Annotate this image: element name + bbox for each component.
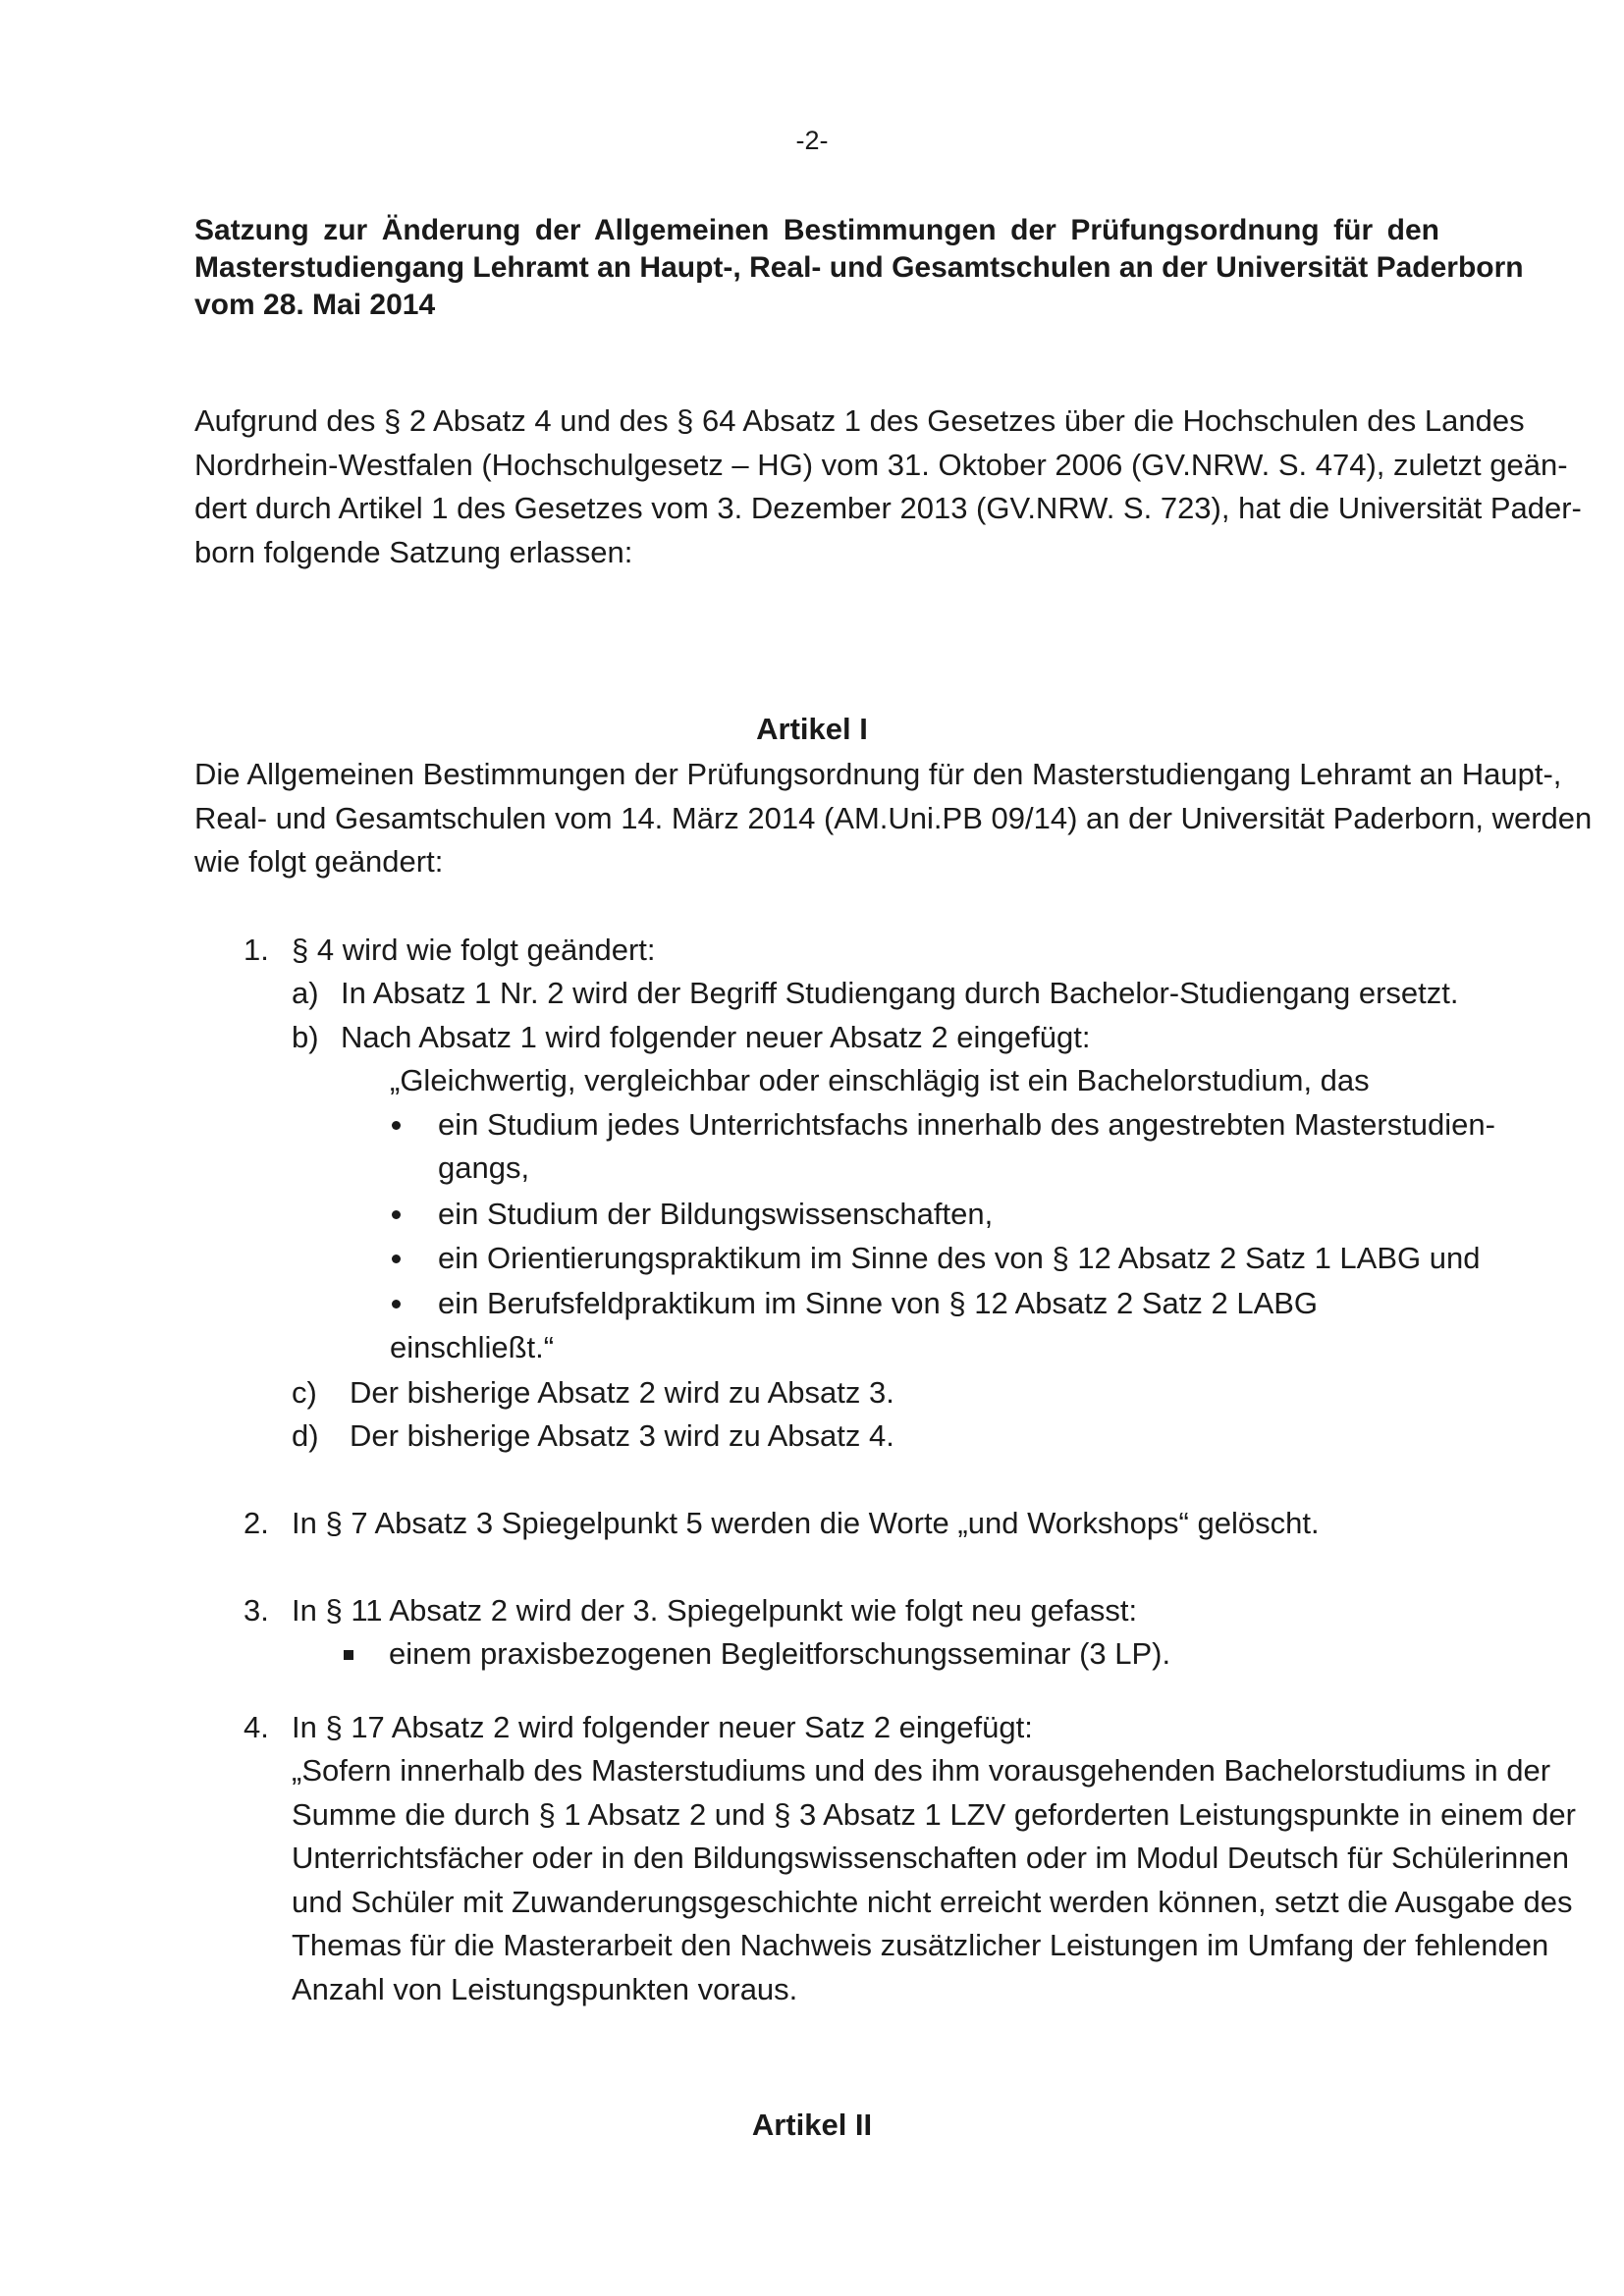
item-4-line: Unterrichtsfächer oder in den Bildungswissenschaften oder im Modul Deutsch für Schülerinnen <box>292 1841 1569 1875</box>
intro-line: Nordrhein-Westfalen (Hochschulgesetz – HG) vom 31. Oktober 2006 (GV.NRW. S. 474), zuletzt geän- <box>194 447 1568 482</box>
item-1b-label: b) <box>292 1020 319 1054</box>
square-bullet <box>344 1650 353 1660</box>
item-2-text: In § 7 Absatz 3 Spiegelpunkt 5 werden die Worte „und Workshops“ gelöscht. <box>292 1506 1320 1540</box>
quote-intro: „Gleichwertig, vergleichbar oder einschlägig ist ein Bachelorstudium, das <box>390 1063 1370 1097</box>
item-4-line: und Schüler mit Zuwanderungsgeschichte nicht erreicht werden können, setzt die Ausgabe des <box>292 1884 1573 1919</box>
intro-paragraph <box>194 400 1582 574</box>
item-1a-text: In Absatz 1 Nr. 2 wird der Begriff Studiengang durch Bachelor-Studiengang ersetzt. <box>341 976 1459 1010</box>
article-1-heading: Artikel I <box>756 712 868 746</box>
bullet-dot <box>392 1255 401 1263</box>
quote-end: einschließt.“ <box>390 1330 555 1364</box>
item-4-line: Summe die durch § 1 Absatz 2 und § 3 Absatz 1 LZV geforderten Leistungspunkte in einem der <box>292 1796 1576 1832</box>
item-1c-label: c) <box>292 1375 317 1410</box>
item-1d-text: Der bisherige Absatz 3 wird zu Absatz 4. <box>350 1418 894 1453</box>
item-4-number: 4. <box>244 1710 269 1744</box>
bullet-text: ein Orientierungspraktikum im Sinne des von § 12 Absatz 2 Satz 1 LABG und <box>438 1241 1481 1275</box>
article-1-line: Real- und Gesamtschulen vom 14. März 2014 (AM.Uni.PB 09/14) an der Universität Paderborn, werden <box>194 800 1593 835</box>
item-1d-label: d) <box>292 1418 319 1453</box>
item-4-text: In § 17 Absatz 2 wird folgender neuer Satz 2 eingefügt: <box>292 1710 1033 1744</box>
bullet-dot <box>392 1210 401 1219</box>
item-1-number: 1. <box>244 933 269 967</box>
bullet-dot <box>392 1300 401 1308</box>
article-2-heading: Artikel II <box>751 2108 873 2142</box>
title-line: vom 28. Mai 2014 <box>194 289 436 321</box>
item-1b-text: Nach Absatz 1 wird folgender neuer Absatz 2 eingefügt: <box>341 1020 1091 1054</box>
bullet-text: ein Studium jedes Unterrichtsfachs innerhalb des angestrebten Masterstudien- <box>438 1107 1495 1142</box>
item-1c-text: Der bisherige Absatz 2 wird zu Absatz 3. <box>350 1375 894 1410</box>
intro-line: Aufgrund des § 2 Absatz 4 und des § 64 Absatz 1 des Gesetzes über die Hochschulen des Landes <box>194 403 1525 438</box>
item-4-line: Anzahl von Leistungspunkten voraus. <box>292 1971 798 2006</box>
title-line: Satzung zur Änderung der Allgemeinen Bestimmungen der Prüfungsordnung für den <box>194 214 1439 246</box>
document-title <box>194 212 1524 324</box>
item-4-line: „Sofern innerhalb des Masterstudiums und des ihm vorausgehenden Bachelorstudiums in der <box>292 1753 1551 1788</box>
item-2-number: 2. <box>244 1506 269 1540</box>
item-1a-label: a) <box>292 976 319 1010</box>
bullet-dot <box>392 1121 401 1130</box>
item-3-text: In § 11 Absatz 2 wird der 3. Spiegelpunkt wie folgt neu gefasst: <box>292 1593 1138 1628</box>
item-4-quote <box>292 1749 1576 2011</box>
intro-line: born folgende Satzung erlassen: <box>194 534 633 569</box>
item-3-number: 3. <box>244 1593 269 1628</box>
intro-line: dert durch Artikel 1 des Gesetzes vom 3. Dezember 2013 (GV.NRW. S. 723), hat die Universität Pader- <box>194 491 1582 525</box>
article-1-line: Die Allgemeinen Bestimmungen der Prüfungsordnung für den Masterstudiengang Lehramt an Haupt-, <box>194 757 1562 791</box>
article-1-line: wie folgt geändert: <box>194 844 444 879</box>
bullet-text: ein Berufsfeldpraktikum im Sinne von § 12 Absatz 2 Satz 2 LABG <box>438 1286 1319 1320</box>
title-line: Masterstudiengang Lehramt an Haupt-, Real- und Gesamtschulen an der Universität Paderborn <box>194 251 1524 284</box>
bullet-text: ein Studium der Bildungswissenschaften, <box>438 1197 994 1231</box>
item-3-sub-text: einem praxisbezogenen Begleitforschungsseminar (3 LP). <box>389 1636 1171 1671</box>
item-4-line: Themas für die Masterarbeit den Nachweis zusätzlicher Leistungen im Umfang der fehlenden <box>292 1928 1549 1962</box>
bullet-text-continued: gangs, <box>438 1150 530 1185</box>
item-1-text: § 4 wird wie folgt geändert: <box>292 933 656 967</box>
page-number: -2- <box>795 126 829 155</box>
article-1-paragraph <box>194 753 1592 884</box>
